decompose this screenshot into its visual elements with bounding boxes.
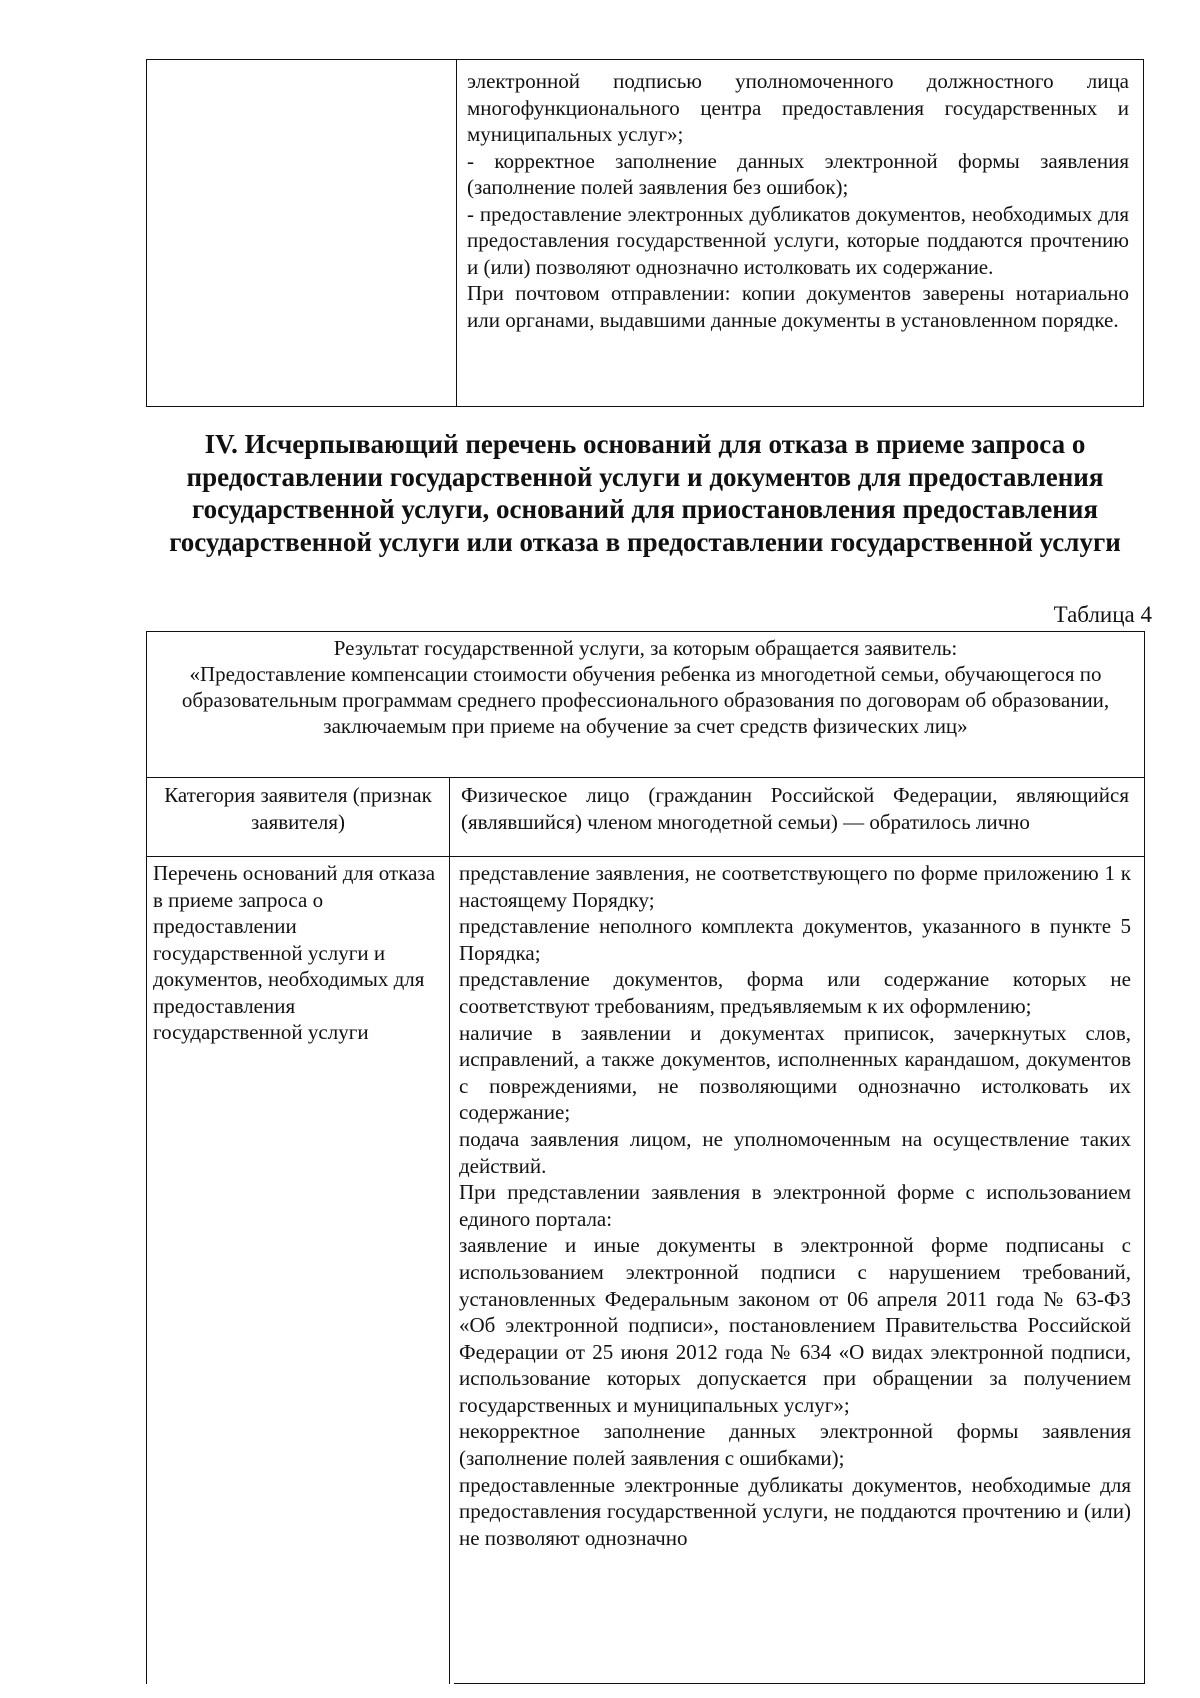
continued-paragraph: При почтовом отправлении: копии документов заверены нотариально или органами, выдавшими данные документы в установленном порядке.: [467, 281, 1129, 332]
applicant-category-label: Категория заявителя (признак заявителя): [164, 783, 432, 834]
service-result-name: «Предоставление компенсации стоимости обучения ребенка из многодетной семьи, обучающегося по образовательным программам среднего профессионального образования по договорам об образовании, заключаемым при приеме на обучение за счет средств физических лиц»: [181, 662, 1110, 738]
continued-table: [146, 59, 1144, 407]
refusal-ground-item: наличие в заявлении и документах приписок, зачеркнутых слов, исправлений, а также документов, исполненных карандашом, документов с повреждениями, не позволяющими однозначно истолковать их содержание;: [459, 1020, 1131, 1125]
service-result-intro: Результат государственной услуги, за которым обращается заявитель:: [333, 636, 958, 660]
refusal-ground-item: представление неполного комплекта документов, указанного в пункте 5 Порядка;: [459, 914, 1131, 965]
table-row-divider: [147, 777, 1144, 778]
service-result-cell: [147, 632, 1144, 777]
continued-paragraph: электронной подписью уполномоченного должностного лица многофункционального центра предоставления государственных и муниципальных услуг»;: [467, 69, 1129, 146]
applicant-category-value-cell: [461, 782, 1129, 835]
continued-paragraph: - корректное заполнение данных электронной формы заявления (заполнение полей заявления без ошибок);: [467, 148, 1129, 199]
refusal-ground-item: подача заявления лицом, не уполномоченным на осуществление таких действий.: [459, 1126, 1131, 1178]
refusal-ground-item: представление документов, форма или содержание которых не соответствуют требованиям, предъявляемым к их оформлению;: [459, 967, 1131, 1018]
refusal-ground-item: заявление и иные документы в электронной форме подписаны с использованием электронной подписи с нарушением требований, установленных Федеральным законом от 06 апреля 2011 года № 63-ФЗ «Об электронной подписи», постановлением Правительства Российской Федерации от 25 июня 2012 года № 634 «О видах электронной подписи, использование которых допускается при обращении за получением государственных и муниципальных услуг»;: [459, 1233, 1131, 1417]
table-column-divider: [456, 60, 457, 406]
table-4: [146, 631, 1145, 1684]
applicant-category-value: Физическое лицо (гражданин Российской Федерации, являющийся (являвшийся) членом многодетной семьи) — обратилось лично: [461, 783, 1129, 834]
refusal-ground-item: представление заявления, не соответствующего по форме приложению 1 к настоящему Порядку;: [459, 861, 1131, 912]
table-row-divider: [147, 856, 1144, 857]
table-bottom-edge: [454, 1683, 1144, 1684]
continued-paragraph: - предоставление электронных дубликатов документов, необходимых для предоставления государственной услуги, которые поддаются прочтению и (или) позволяют однозначно истолковать их содержание.: [467, 201, 1129, 279]
refusal-ground-item: При представлении заявления в электронной форме с использованием единого портала:: [459, 1180, 1131, 1231]
refusal-grounds-label: Перечень оснований для отказа в приеме запроса о предоставлении государственной услуги и документов, необходимых для предоставления государственной услуги: [153, 861, 436, 1044]
section-title: IV. Исчерпывающий перечень оснований для отказа в приеме запроса о предоставлении государственной услуги и документов для предоставления государственной услуги, оснований для приостановления предоставления государственной услуги или отказа в предоставлении государственной услуги: [169, 429, 1121, 557]
table-caption: Таблица 4: [1053, 602, 1152, 627]
refusal-ground-item: некорректное заполнение данных электронной формы заявления (заполнение полей заявления с ошибками);: [459, 1419, 1131, 1471]
refusal-ground-item: предоставленные электронные дубликаты документов, необходимые для предоставления государственной услуги, не поддаются прочтению и (или) не позволяют однозначно: [459, 1472, 1131, 1550]
table-column-divider: [449, 777, 450, 1684]
refusal-grounds-list: [459, 860, 1131, 1551]
continued-table-right-cell: [467, 68, 1129, 333]
